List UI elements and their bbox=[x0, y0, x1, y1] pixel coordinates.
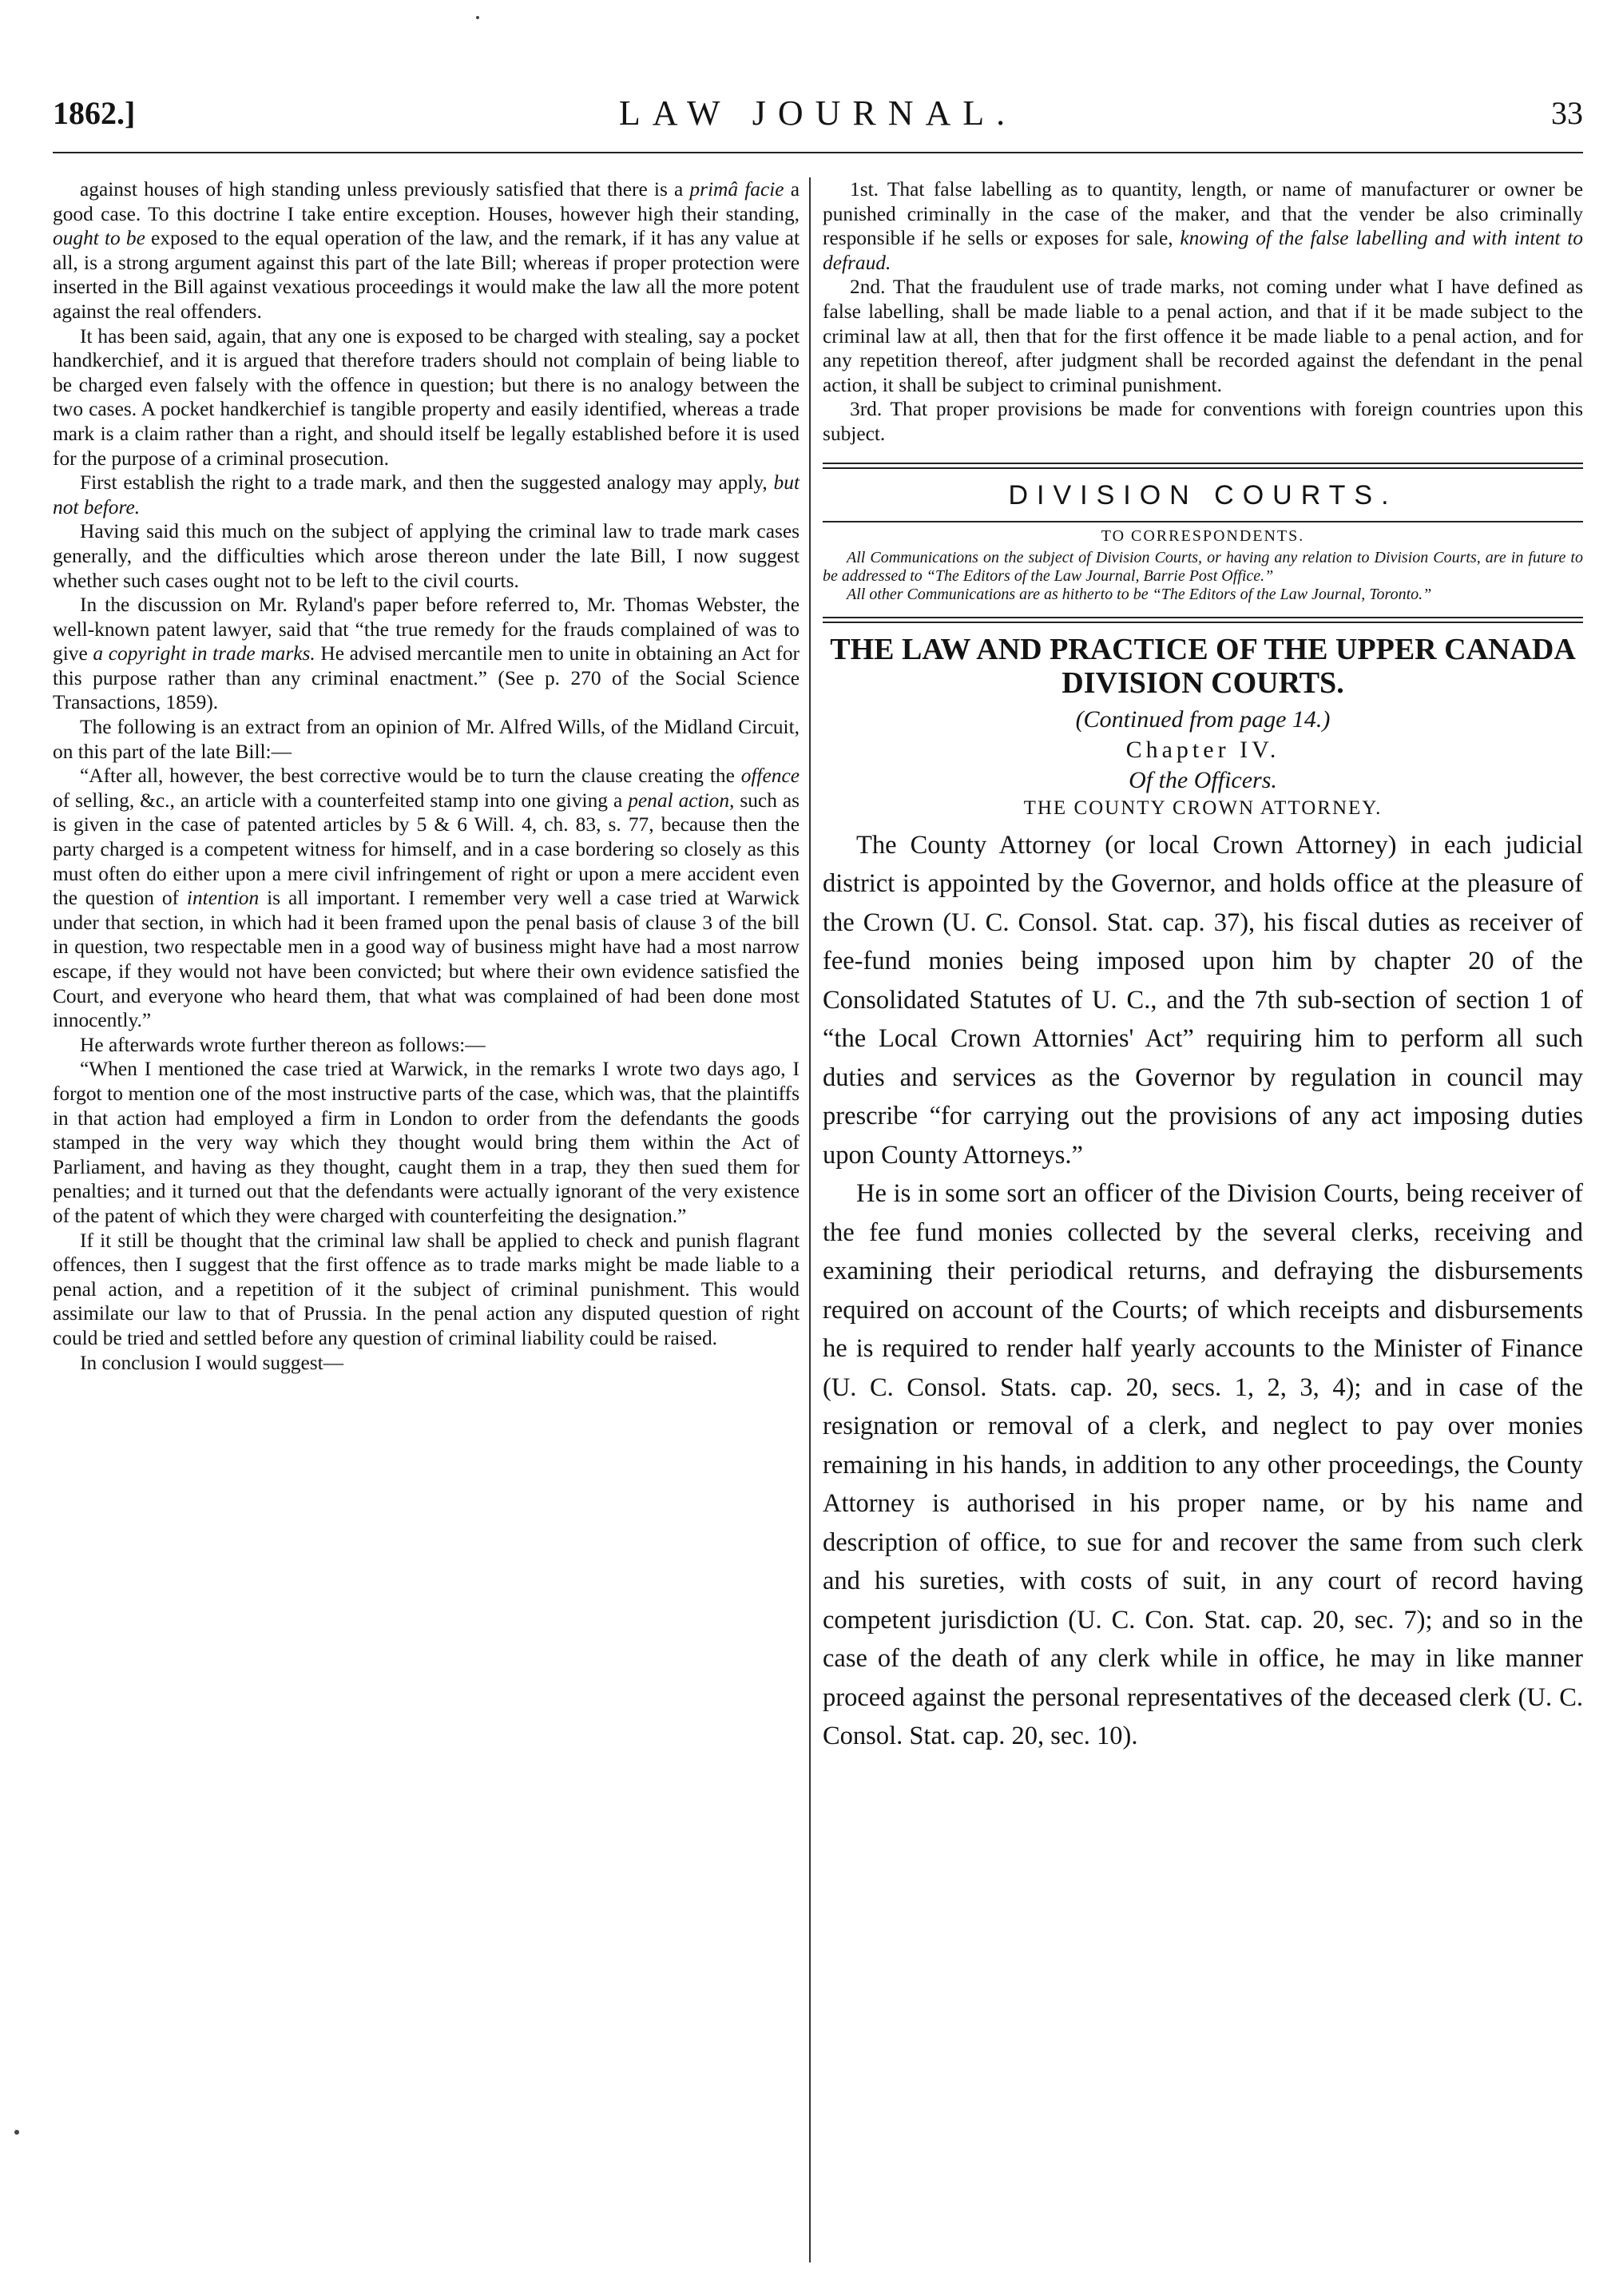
paragraph bbox=[53, 1351, 800, 1376]
text-run: is all important. I remember very well a case tried at Warwick under that section, in which had it been framed upon the penal basis of clause 3 of the bill in question, two respectable men in a good way of business might have had a most narrow escape, if they would not have been convicted; but where their own evidence satisfied the Court, and everyone who heard them, that what was complained of had been done most innocently.” bbox=[53, 887, 800, 1032]
paragraph bbox=[53, 324, 800, 471]
text-run: “After all, however, the best corrective would be to turn the clause creating the bbox=[80, 765, 741, 788]
left-column bbox=[53, 177, 800, 1375]
continued-note: (Continued from page 14.) bbox=[1075, 705, 1331, 733]
text-run: knowing of the false labelling and with intent to defraud. bbox=[823, 227, 1584, 274]
text-run: In conclusion I would suggest— bbox=[80, 1351, 344, 1374]
suggestion-item bbox=[823, 275, 1583, 397]
correspondents-notes bbox=[823, 549, 1583, 604]
page-header bbox=[53, 94, 1583, 142]
text-run: 3rd. That proper provisions be made for conventions with foreign countries upon this subject. bbox=[823, 398, 1583, 445]
column-divider bbox=[809, 177, 811, 2262]
text-run: penal action, bbox=[628, 789, 735, 812]
text-run: ought to be bbox=[53, 227, 145, 250]
suggestion-item bbox=[823, 397, 1583, 446]
subheading: THE COUNTY CROWN ATTORNEY. bbox=[1023, 796, 1383, 819]
text-run: of selling, &c., an article with a counterfeited stamp into one giving a bbox=[53, 789, 629, 812]
chapter-heading: Chapter IV. bbox=[1125, 736, 1280, 763]
paragraph bbox=[53, 1033, 800, 1058]
paragraph bbox=[53, 177, 800, 324]
text-run: He advised mercantile men to unite in obtaining an Act for this purpose rather than any criminal enactment.” (See p. 270 of the Social Science Transactions, 1859). bbox=[53, 642, 800, 714]
body-paragraph: The County Attorney (or local Crown Attorney) in each judicial district is appointed by the Governor, and holds office at the pleasure of the Crown (U. C. Consol. Stat. cap. 37), his fiscal duties as receiver of fee-fund monies being imposed upon him by chapter 20 of the Consolidated Statutes of U. C., and the 7th sub-section of section 1 of “the Local Crown Attornies' Act” requiring him to perform all such duties and services as the Governor by regulation in council may prescribe “for carrying out the provisions of any act imposing duties upon County Attorneys.” bbox=[823, 830, 1583, 1170]
paragraph bbox=[53, 519, 800, 593]
print-speck bbox=[476, 16, 479, 19]
text-run: intention bbox=[186, 887, 260, 910]
text-run: Having said this much on the subject of applying the criminal law to trade mark cases generally, and the difficulties which arose thereon under the late Bill, I now suggest whether such cases ought not to be left to the civil courts. bbox=[53, 520, 800, 592]
text-run: It has been said, again, that any one is exposed to be charged with stealing, say a pocket handkerchief, and it is argued that therefore traders should not complain of being liable to be charged even falsely with the offence in question; but there is no analogy between the two cases. A pocket handkerchief is tangible property and easily identified, whereas a trade mark is a claim rather than a right, and should itself be legally established before it is used for the purpose of a criminal prosecution. bbox=[53, 324, 800, 470]
print-speck bbox=[14, 2130, 19, 2135]
section-rule-bottom bbox=[823, 521, 1583, 522]
paragraph bbox=[53, 1229, 800, 1351]
suggestion-item bbox=[823, 177, 1583, 275]
article-rule bbox=[823, 617, 1583, 623]
text-run: If it still be thought that the criminal law shall be applied to check and punish flagrant offences, then I suggest that the first offence as to trade marks might be made liable to a penal action, and a repetition of it the subject of criminal punishment. This would assimilate our law to that of Prussia. In the penal action any disputed question of right could be tried and settled before any question of criminal liability could be raised. bbox=[53, 1229, 800, 1349]
text-run: such as is given in the case of patented articles by 5 & 6 Will. 4, ch. 83, s. 77, because then the party charged is a competent witness for himself, and in a case bordering so closely as this must often do either upon a mere civil infringement of right or upon a mere accident even the question of bbox=[53, 789, 800, 910]
text-run: but not before. bbox=[53, 471, 800, 518]
paragraph bbox=[53, 764, 800, 1033]
correspondents-note: All Communications on the subject of Division Courts, or having any relation to Division Courts, are in future to be addressed to “The Editors of the Law Journal, Barrie Post Office.” bbox=[823, 548, 1583, 585]
text-run: The following is an extract from an opinion of Mr. Alfred Wills, of the Midland Circuit, on this part of the late Bill:— bbox=[53, 716, 800, 763]
text-run: He afterwards wrote further thereon as follows:— bbox=[80, 1033, 486, 1056]
header-page-number: 33 bbox=[1551, 95, 1583, 131]
suggestions-list bbox=[823, 177, 1583, 447]
text-run: a good case. To this doctrine I take entire exception. Houses, however high their standing, bbox=[53, 178, 800, 225]
paragraph bbox=[53, 715, 800, 764]
text-run: In the discussion on Mr. Ryland's paper before referred to, Mr. Thomas Webster, the well-known patent lawyer, said that “the true remedy for the frauds complained of was to give bbox=[53, 594, 800, 665]
article-body bbox=[823, 826, 1583, 1756]
header-title: LAW JOURNAL. bbox=[618, 93, 1018, 133]
text-run: primâ facie bbox=[689, 178, 784, 201]
correspondents-note: All other Communications are as hitherto to be “The Editors of the Law Journal, Toronto.” bbox=[847, 585, 1432, 603]
article-title: THE LAW AND PRACTICE OF THE UPPER CANADA DIVISION COURTS. bbox=[830, 632, 1576, 700]
text-run: offence bbox=[740, 765, 800, 788]
text-run: “When I mentioned the case tried at Warwick, in the remarks I wrote two days ago, I forgot to mention one of the most instructive parts of the case, which was, that the plaintiffs in that action had employed a firm in London to order from the defendants the goods stamped in the very way which they thought would bring them within the Act of Parliament, and having as they thought, caught them in a trap, they then sued them for penalties; and it turned out that the defendants were actually ignorant of the very existence of the patent of which they were charged with counterfeiting the designation.” bbox=[53, 1058, 800, 1227]
section-title: DIVISION COURTS. bbox=[1008, 479, 1398, 510]
text-run: 1st. That false labelling as to quantity, length, or name of manufacturer or owner be punished criminally in the case of the maker, and that the vender be also criminally responsible if he sells or exposes for sale, bbox=[823, 178, 1583, 250]
text-run: First establish the right to a trade mark, and then the suggested analogy may apply, bbox=[80, 471, 774, 495]
to-correspondents-heading: TO CORRESPONDENTS. bbox=[1101, 526, 1305, 545]
paragraph bbox=[53, 593, 800, 715]
header-rule bbox=[53, 152, 1583, 153]
text-run: against houses of high standing unless previously satisfied that there is a bbox=[80, 178, 690, 201]
body-paragraph: He is in some sort an officer of the Division Courts, being receiver of the fee fund monies collected by the several clerks, receiving and examining their periodical returns, and defraying the disbursements required on account of the Courts; of which receipts and disbursements he is required to render half yearly accounts to the Minister of Finance (U. C. Consol. Stats. cap. 20, secs. 1, 2, 3, 4); and in case of the resignation or removal of a clerk, and neglect to pay over monies remaining in his hands, in addition to any other proceedings, the County Attorney is authorised in his proper name, or by his name and description of office, to sue for and recover the same from such clerk and his sureties, with costs of suit, in any court of record having competent jurisdiction (U. C. Con. Stat. cap. 20, sec. 7); and so in the case of the death of any clerk while in office, he may in like manner proceed against the personal representatives of the deceased clerk (U. C. Consol. Stat. cap. 20, sec. 10). bbox=[823, 1179, 1583, 1751]
paragraph bbox=[53, 471, 800, 519]
section-rule-top bbox=[823, 463, 1583, 469]
text-run: 2nd. That the fraudulent use of trade marks, not coming under what I have defined as false labelling, shall be made liable to a penal action, and that if it be made subject to the criminal law at all, then that for the first offence it be made liable to a penal action, and for any repetition thereof, after judgment shall be recorded against the defendant in the penal action, it shall be subject to criminal punishment. bbox=[823, 276, 1583, 396]
text-run: exposed to the equal operation of the law, and the remark, if it has any value at all, is a strong argument against this part of the late Bill; whereas if proper protection were inserted in the Bill against vexatious proceedings it would make the law all the more potent against the real offenders. bbox=[53, 227, 800, 323]
right-column bbox=[823, 177, 1583, 1756]
paragraph bbox=[53, 1057, 800, 1228]
chapter-subtitle: Of the Officers. bbox=[1129, 766, 1277, 793]
text-run: a copyright in trade marks. bbox=[93, 642, 315, 665]
header-year: 1862.] bbox=[53, 95, 136, 131]
